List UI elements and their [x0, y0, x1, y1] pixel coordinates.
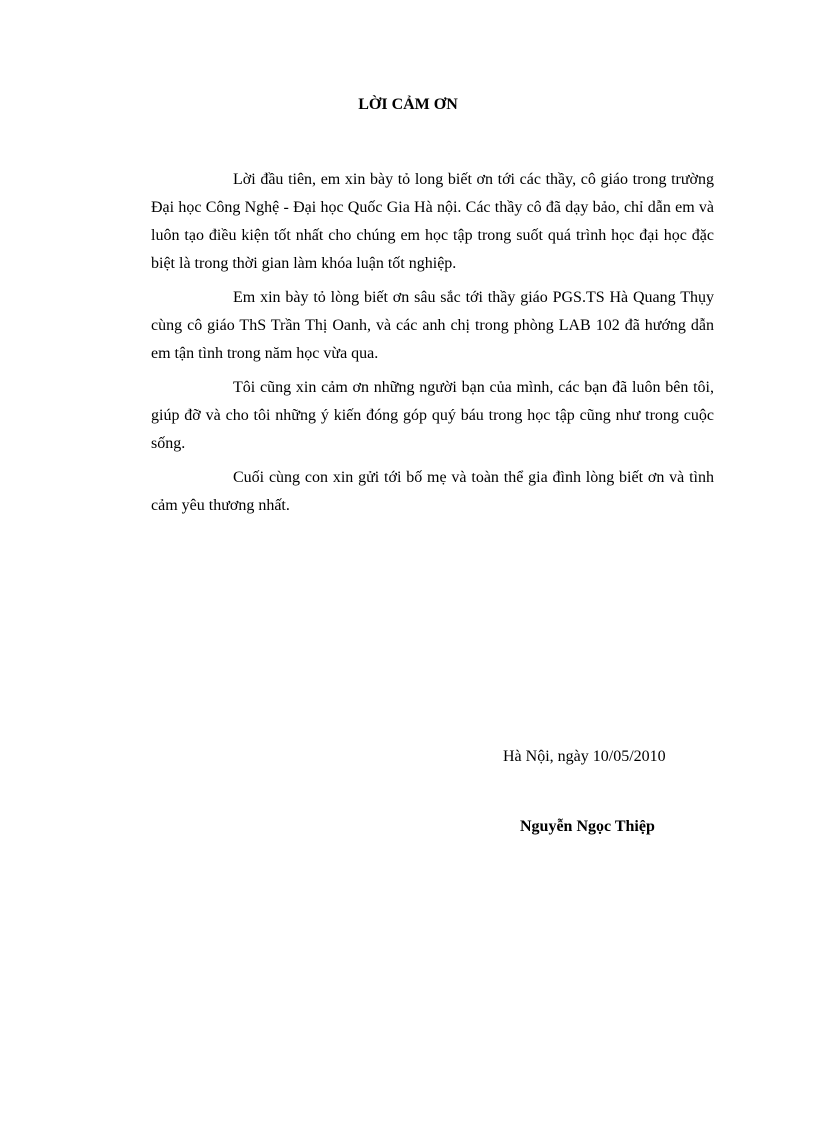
- paragraph-1: Lời đầu tiên, em xin bày tỏ long biết ơn tới các thầy, cô giáo trong trường Đại học Công Nghệ - Đại học Quốc Gia Hà nội. Các thầy cô đã dạy bảo, chỉ dẫn em và luôn tạo điều kiện tốt nhất cho chúng em học tập trong suốt quá trình học đại học đặc biệt là trong thời gian làm khóa luận tốt nghiệp.: [151, 171, 714, 272]
- paragraph-4: Cuối cùng con xin gửi tới bố mẹ và toàn thể gia đình lòng biết ơn và tình cảm yêu thương nhất.: [151, 469, 714, 514]
- paragraph-2: Em xin bày tỏ lòng biết ơn sâu sắc tới thầy giáo PGS.TS Hà Quang Thụy cùng cô giáo ThS Trần Thị Oanh, và các anh chị trong phòng LAB 102 đã hướng dẫn em tận tình trong năm học vừa qua.: [151, 289, 714, 362]
- author-signature: Nguyễn Ngọc Thiệp: [520, 818, 655, 835]
- acknowledgement-body: [151, 166, 714, 526]
- page-title: LỜI CẢM ƠN: [358, 96, 458, 113]
- paragraph-3: Tôi cũng xin cảm ơn những người bạn của mình, các bạn đã luôn bên tôi, giúp đỡ và cho tôi những ý kiến đóng góp quý báu trong học tập cũng như trong cuộc sống.: [151, 379, 714, 452]
- place-date: Hà Nội, ngày 10/05/2010: [503, 748, 666, 765]
